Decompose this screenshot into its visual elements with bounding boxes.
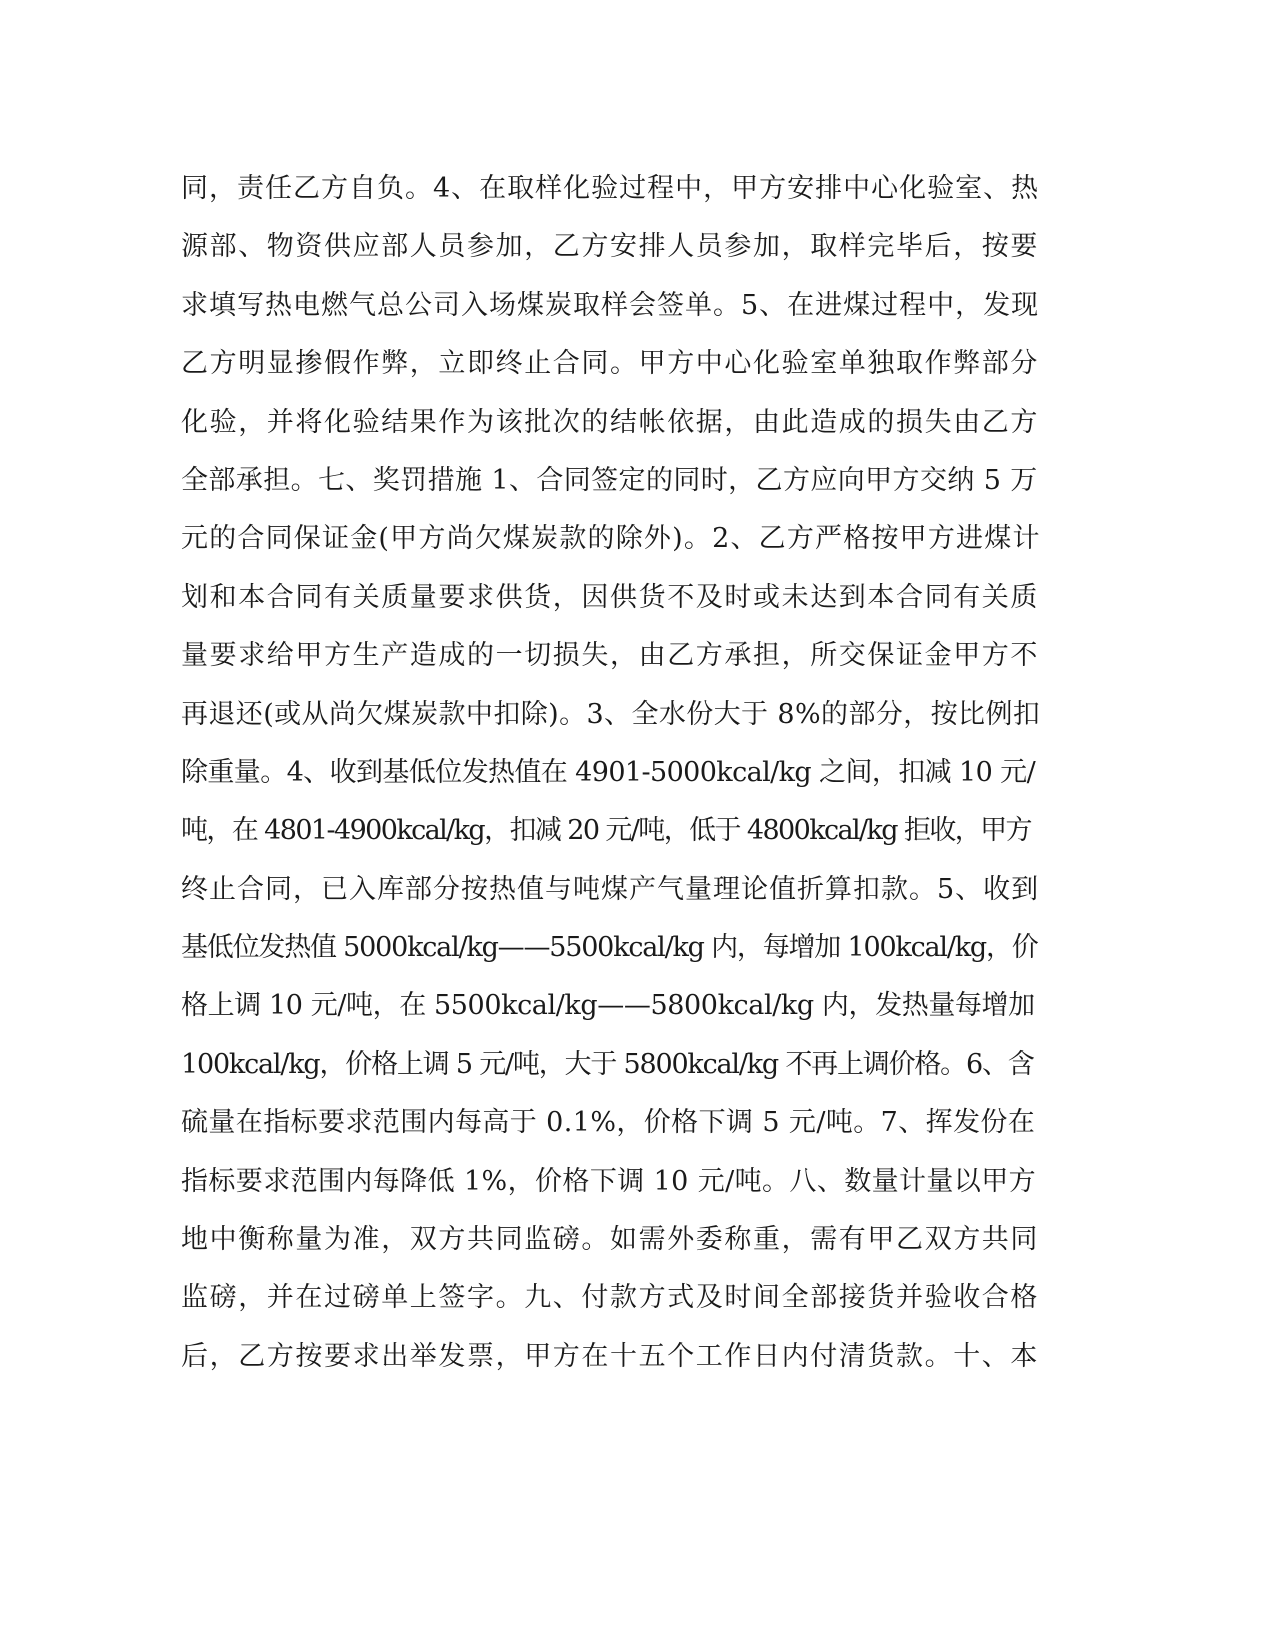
- text-line: 基低位发热值 5000kcal/kg——5500kcal/kg 内，每增加 100kcal/kg，价: [181, 932, 1038, 964]
- text-line: 量要求给甲方生产造成的一切损失，由乙方承担，所交保证金甲方不: [181, 640, 1039, 672]
- contract-body-text: [181, 160, 1081, 1386]
- text-line: 格上调 10 元/吨，在 5500kcal/kg——5800kcal/kg 内，发热量每增加: [181, 990, 1035, 1022]
- text-line: 全部承担。七、奖罚措施 1、合同签定的同时，乙方应向甲方交纳 5 万: [181, 464, 1038, 496]
- text-line: 求填写热电燃气总公司入场煤炭取样会签单。5、在进煤过程中，发现: [181, 289, 1040, 321]
- text-line: 乙方明显掺假作弊，立即终止合同。甲方中心化验室单独取作弊部分: [181, 348, 1039, 380]
- text-line: 100kcal/kg，价格上调 5 元/吨，大于 5800kcal/kg 不再上调价格。6、含: [181, 1048, 1034, 1080]
- text-line: 化验，并将化验结果作为该批次的结帐依据，由此造成的损失由乙方: [181, 406, 1039, 438]
- text-line: 监磅，并在过磅单上签字。九、付款方式及时间全部接货并验收合格: [181, 1282, 1039, 1314]
- text-line: 再退还(或从尚欠煤炭款中扣除)。3、全水份大于 8%的部分，按比例扣: [181, 698, 1041, 730]
- text-line: 地中衡称量为准，双方共同监磅。如需外委称重，需有甲乙双方共同: [181, 1224, 1039, 1256]
- text-line: 吨，在 4801-4900kcal/kg，扣减 20 元/吨，低于 4800kcal/kg 拒收，甲方: [181, 815, 1031, 847]
- text-line: 硫量在指标要求范围内每高于 0.1%，价格下调 5 元/吨。7、挥发份在: [181, 1107, 1036, 1139]
- text-line: 后，乙方按要求出举发票，甲方在十五个工作日内付清货款。十、本: [181, 1340, 1039, 1372]
- text-line: 划和本合同有关质量要求供货，因供货不及时或未达到本合同有关质: [181, 581, 1039, 613]
- text-line: 终止合同，已入库部分按热值与吨煤产气量理论值折算扣款。5、收到: [181, 873, 1040, 905]
- text-line: 除重量。4、收到基低位发热值在 4901-5000kcal/kg 之间，扣减 10 元/: [181, 756, 1036, 788]
- text-line: 源部、物资供应部人员参加，乙方安排人员参加，取样完毕后，按要: [181, 231, 1039, 263]
- text-line: 指标要求范围内每降低 1%，价格下调 10 元/吨。八、数量计量以甲方: [181, 1165, 1037, 1197]
- text-line: 元的合同保证金(甲方尚欠煤炭款的除外)。2、乙方严格按甲方进煤计: [181, 523, 1041, 555]
- text-line: 同，责任乙方自负。4、在取样化验过程中，甲方安排中心化验室、热: [181, 173, 1040, 204]
